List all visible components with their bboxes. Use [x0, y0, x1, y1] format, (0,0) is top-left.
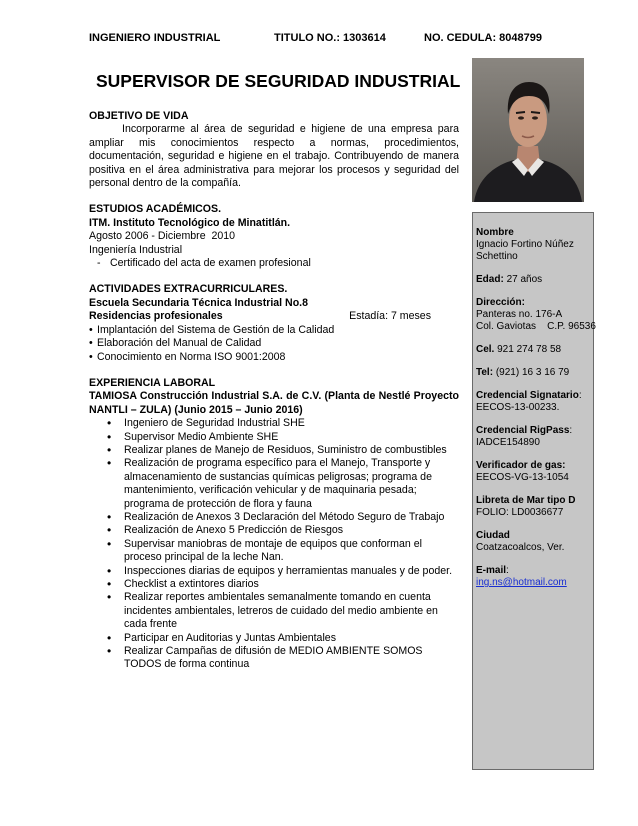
bullet-icon: • — [107, 429, 112, 444]
list-item-text: Ingeniero de Seguridad Industrial SHE — [124, 417, 305, 430]
list-item — [89, 337, 459, 350]
bullet-icon: • — [89, 323, 93, 336]
credential-signatario-value: EECOS-13-00233. — [476, 402, 560, 413]
studies-heading: ESTUDIOS ACADÉMICOS. — [89, 203, 222, 216]
cel-block — [476, 344, 593, 356]
header-cedula: NO. CEDULA: 8048799 — [424, 32, 542, 44]
list-item — [89, 511, 459, 524]
profile-photo — [472, 58, 584, 202]
credential-rigpass-value: IADCE154890 — [476, 437, 540, 448]
libreta-label: Libreta de Mar tipo D — [476, 495, 576, 506]
name-value: Ignacio Fortino Núñez Schettino — [476, 239, 574, 262]
age-value: 27 años — [506, 274, 543, 285]
name-block — [476, 227, 593, 263]
tel-value: (921) 16 3 16 79 — [495, 367, 570, 378]
list-item — [89, 538, 459, 565]
bullet-icon: • — [107, 630, 112, 645]
city-value: Coatzacoalcos, Ver. — [476, 542, 565, 553]
list-item-text: Supervisor Medio Ambiente SHE — [124, 430, 279, 443]
list-item-text: Realización de Anexo 5 Predicción de Riesgos — [124, 524, 344, 537]
list-item — [89, 351, 459, 364]
gas-verifier-block — [476, 460, 593, 484]
list-item-text: Elaboración del Manual de Calidad — [97, 337, 262, 350]
extracurricular-heading: ACTIVIDADES EXTRACURRICULARES. — [89, 283, 288, 296]
list-item-text: Realizar Campañas de difusión de MEDIO AMBIENTE SOMOS TODOS de forma continua — [124, 645, 423, 671]
residencies-row — [89, 310, 459, 323]
list-item-text: Supervisar maniobras de montaje de equipos que conforman el proceso principal de la leche Nan. — [124, 537, 422, 564]
list-item-text: Realizar reportes ambientales semanalmente tomando en cuenta incidentes ambientales, letreros de cuidado del medio ambiente en cada frente — [124, 591, 438, 631]
folio-value: FOLIO: LD0036677 — [476, 507, 564, 518]
bullet-icon: • — [107, 563, 112, 578]
tel-label: Tel: — [476, 367, 494, 378]
list-item — [89, 457, 459, 511]
gas-verifier-value: EECOS-VG-13-1054 — [476, 472, 569, 483]
list-item-text: Conocimiento en Norma ISO 9001:2008 — [97, 350, 286, 363]
tel-block — [476, 367, 593, 379]
bullet-icon: • — [107, 416, 112, 431]
list-item-text: Realización de Anexos 3 Declaración del Método Seguro de Trabajo — [124, 510, 445, 523]
email-label: E-mail — [476, 565, 507, 576]
experience-heading: EXPERIENCIA LABORAL — [89, 376, 216, 389]
extracurricular-school: Escuela Secundaria Técnica Industrial No.8 — [89, 296, 309, 309]
bullet-icon: • — [107, 577, 112, 591]
dash-marker: - — [97, 257, 101, 270]
gas-verifier-label: Verificador de gas: — [476, 460, 566, 471]
list-item — [89, 591, 459, 631]
bullet-icon: • — [107, 442, 112, 457]
email-link[interactable]: ing.ns@hotmail.com — [476, 577, 567, 588]
stay-duration: Estadía: 7 meses — [349, 310, 431, 323]
list-item — [89, 431, 459, 444]
experience-company: TAMIOSA Construcción Industrial S.A. de C.V. (Planta de Nestlé Proyecto NANTLI – ZULA) (Junio 2015 – Junio 2016) — [89, 390, 459, 416]
city-block — [476, 530, 593, 554]
studies-dates: Agosto 2006 - Diciembre 2010 — [89, 230, 236, 243]
header-title-number: TITULO NO.: 1303614 — [274, 32, 386, 44]
studies-degree: Ingeniería Industrial — [89, 243, 183, 256]
list-item-text: Checklist a extintores diarios — [124, 578, 259, 590]
credential-signatario-label: Credencial Signatario — [476, 390, 579, 401]
address-label: Dirección: — [476, 297, 525, 308]
page-title: SUPERVISOR DE SEGURIDAD INDUSTRIAL — [96, 71, 461, 91]
list-item — [89, 632, 459, 645]
bullet-icon: • — [107, 590, 112, 605]
bullet-icon: • — [107, 644, 112, 659]
objective-heading: OBJETIVO DE VIDA — [89, 110, 189, 122]
list-item — [89, 324, 459, 337]
name-label: Nombre — [476, 227, 514, 238]
bullet-icon: • — [107, 523, 112, 538]
age-block — [476, 274, 593, 286]
list-item-text: Realizar planes de Manejo de Residuos, Suministro de combustibles — [124, 443, 447, 456]
libreta-block — [476, 495, 593, 519]
credential-rigpass-label: Credencial RigPass — [476, 425, 570, 436]
studies-item — [89, 257, 459, 270]
bullet-icon: • — [107, 536, 112, 551]
studies-school: ITM. Instituto Tecnológico de Minatitlán. — [89, 216, 291, 229]
person-photo-icon — [472, 58, 584, 202]
list-item-text: Realización de programa específico para el Manejo, Transporte y almacenamiento de sustancias químicas peligrosas; programa de mantenimiento, verificación vehicular y de maquinaria pesada; programa de protección de flora y fauna — [124, 457, 432, 510]
credential-signatario-block: Credencial Signatario: EECOS-13-00233. — [476, 390, 593, 414]
bullet-icon: • — [89, 337, 93, 350]
list-item — [89, 565, 459, 578]
bullet-icon: • — [89, 350, 93, 363]
list-item-text: Participar en Auditorias y Juntas Ambientales — [124, 631, 336, 644]
age-label: Edad: — [476, 274, 504, 285]
list-item — [89, 417, 459, 430]
cel-label: Cel. — [476, 344, 495, 355]
address-block — [476, 297, 596, 333]
list-item — [89, 578, 459, 591]
studies-item-text: Certificado del acta de examen profesional — [110, 257, 311, 270]
bullet-icon: • — [107, 456, 112, 471]
experience-list — [89, 417, 459, 672]
cel-value: 921 274 78 58 — [497, 344, 562, 355]
list-item — [89, 524, 459, 537]
objective-text: Incorporarme al área de seguridad e higiene de una empresa para ampliar mis conocimientos respecto a normas, procedimientos, documentación, seguridad e higiene en el trabajo. Contribuyendo de manera positiva en el área administrativa para mejorar los procesos y seguridad del personal dentro de la compañía. — [89, 123, 459, 190]
main-content — [89, 110, 459, 672]
credential-rigpass-block: Credencial RigPass: IADCE154890 — [476, 425, 593, 449]
city-label: Ciudad — [476, 530, 510, 541]
list-item — [89, 645, 459, 672]
list-item-text: Implantación del Sistema de Gestión de la Calidad — [97, 323, 335, 336]
header-profession: INGENIERO INDUSTRIAL — [89, 32, 221, 44]
contact-sidebar — [472, 212, 594, 770]
address-line1: Panteras no. 176-A — [476, 309, 563, 320]
address-line2: Col. Gaviotas C.P. 96536 — [476, 321, 596, 332]
email-block: E-mail: ing.ns@hotmail.com — [476, 565, 567, 588]
list-item-text: Inspecciones diarias de equipos y herramientas manuales y de poder. — [124, 564, 453, 577]
list-item — [89, 444, 459, 457]
residencies-label: Residencias profesionales — [89, 310, 223, 323]
bullet-icon: • — [107, 509, 112, 524]
